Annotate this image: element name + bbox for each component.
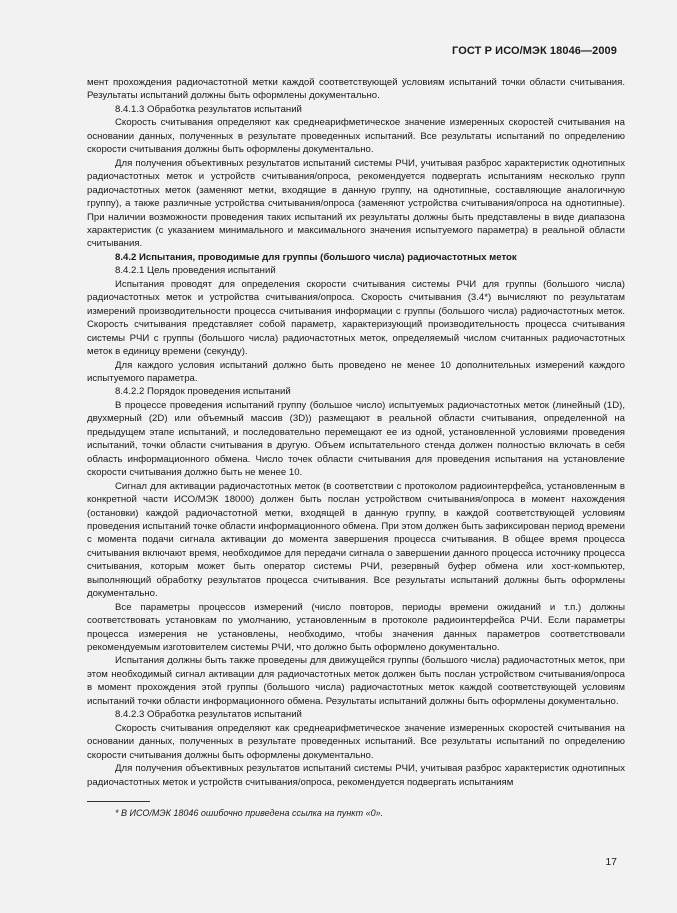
- paragraph: мент прохождения радиочастотной метки каждой соответствующей условиям испытаний точки области считывания. Результаты испытаний должны быть оформлены документально.: [87, 77, 625, 102]
- section-heading-8-4-1-3: 8.4.1.3 Обработка результатов испытаний: [115, 103, 302, 115]
- section-heading-8-4-2-2: 8.4.2.2 Порядок проведения испытаний: [115, 386, 291, 398]
- section-heading-8-4-2: 8.4.2 Испытания, проводимые для группы (большого числа) радиочастотных меток: [115, 251, 517, 263]
- paragraph: Для получения объективных результатов испытаний системы РЧИ, учитывая разброс характеристик однотипных радиочастотных меток и устройств считывания/опроса, рекомендуется подвергать испытаниям несколько групп радиочастотных меток (заменяют метки, входящие в данную группу, на однотипные, составляющие аналогичную группу), а также различные устройства считывания/опроса (заменяют устройства считывания/опроса на однотипные). При наличии возможности проведения таких испытаний их результаты должны быть представлены в виде диапазона характеристик (с указанием минимального и максимального значения испытуемого параметра) в реальной области считывания.: [87, 157, 625, 250]
- paragraph: В процессе проведения испытаний группу (большое число) испытуемых радиочастотных меток (линейный (1D), двухмерный (2D) или объемный массив (3D)) размещают в реальной области считывания, определенной на предыдущем этапе испытаний, и последовательно перемещают ее из одной, установленной условиями проведения испытаний, точки области считывания в другую. Объем испытательного стенда должен полностью включать в себя область информационного обмена. Число точек области считывания для проведения испытания на установление скорости считывания должно быть не менее 10.: [87, 399, 625, 479]
- document-header: ГОСТ Р ИСО/МЭК 18046—2009: [452, 45, 617, 57]
- section-heading-8-4-2-1: 8.4.2.1 Цель проведения испытаний: [115, 265, 276, 277]
- paragraph: Все параметры процессов измерений (число повторов, периоды времени ожиданий и т.п.) должны соответствовать установкам по умолчанию, установленным в протоколе радиоинтерфейса РЧИ. Если параметры процесса измерения не установлены, необходимо, чтобы значения данных параметров соответствовали рекомендуемым изготовителем системы РЧИ, что должно быть оформлено документально.: [87, 601, 625, 654]
- section-heading-8-4-2-3: 8.4.2.3 Обработка результатов испытаний: [115, 709, 302, 721]
- paragraph: Испытания должны быть также проведены для движущейся группы (большого числа) радиочастотных меток, при этом необходимый сигнал активации для радиочастотных меток должен быть послан устройством считывания/опроса в момент прохождения этой группы (большого числа) радиочастотных меток каждой соответствующей условиям испытаний точки области информационного обмена. Результаты испытаний должны быть оформлены документально.: [87, 655, 625, 707]
- page-number: 17: [605, 856, 617, 868]
- footnote: * В ИСО/МЭК 18046 ошибочно приведена ссылка на пункт «0».: [115, 808, 384, 818]
- paragraph: Для каждого условия испытаний должно быть проведено не менее 10 дополнительных измерений каждого испытуемого параметра.: [87, 359, 625, 384]
- paragraph: Скорость считывания определяют как среднеарифметическое значение измеренных скоростей считывания на основании данных, полученных в результате проведенных испытаний. Все результаты испытаний по определению скорости считывания должны быть оформлены документально.: [87, 722, 625, 761]
- footnote-separator: [87, 801, 150, 802]
- paragraph: Испытания проводят для определения скорости считывания системы РЧИ для группы (большого числа) радиочастотных меток и устройства считывания/опроса. Скорость считывания (3.4*) вычисляют по результатам измерений производительности процесса считывания информации с группы (большого числа) радиочастотных меток. Скорость считывания представляет собой параметр, характеризующий производительность процесса считывания системы РЧИ с группы (большого числа) радиочастотных меток, определяемый числом считанных радиочастотных меток в единицу времени (секунду).: [87, 278, 625, 358]
- paragraph: Для получения объективных результатов испытаний системы РЧИ, учитывая разброс характеристик однотипных радиочастотных меток и устройств считывания/опроса, рекомендуется подвергать испытаниям: [87, 763, 625, 788]
- page-body: [87, 76, 625, 789]
- paragraph: Скорость считывания определяют как среднеарифметическое значение измеренных скоростей считывания на основании данных, полученных в результате проведенных испытаний. Все результаты испытаний по определению скорости считывания должны быть оформлены документально.: [87, 117, 625, 156]
- paragraph: Сигнал для активации радиочастотных меток (в соответствии с протоколом радиоинтерфейса, установленным в конкретной части ИСО/МЭК 18000) должен быть послан устройством считывания/опроса в момент нахождения (остановки) каждой радиочастотной метки, входящей в данную группу, в каждой соответствующей условиям проведения испытаний точке области информационного обмена. При этом должен быть зафиксирован период времени с момента подачи сигнала активации до момента завершения процесса считывания. В общее время процесса считывания включают время, необходимое для передачи сигнала о завершении данного процесса источнику процесса считывания, которым может быть оператор системы РЧИ, резервный буфер обмена или хост-компьютер, выполняющий обработку результатов процесса считывания. Все результаты испытаний должны быть оформлены документально.: [87, 480, 626, 600]
